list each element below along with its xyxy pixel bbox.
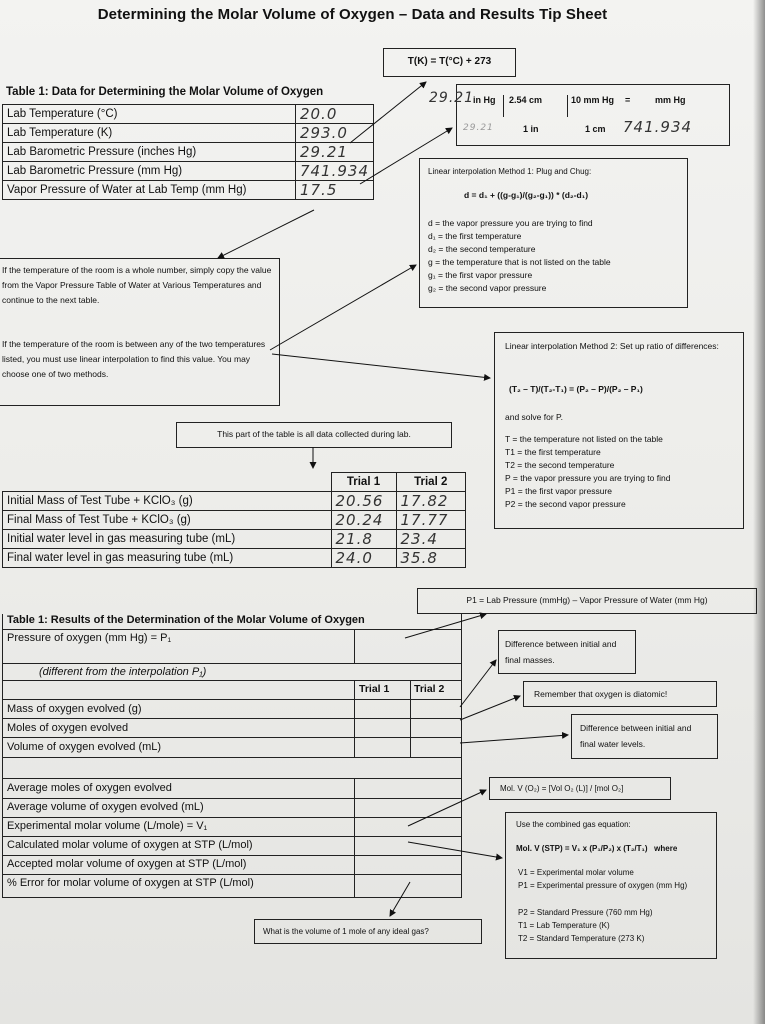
result-row-label: Experimental molar volume (L/mole) = V₁ xyxy=(7,820,208,832)
row-value: 741.934 xyxy=(295,162,373,181)
row-value: 29.21 xyxy=(295,143,373,162)
row-value: 293.0 xyxy=(295,124,373,143)
row-label: Initial water level in gas measuring tube (mL) xyxy=(3,530,332,549)
arrow-combined xyxy=(408,842,502,858)
trial2-value: 17.82 xyxy=(396,492,466,511)
result-row-label: % Error for molar volume of oxygen at STP (L/mol) xyxy=(7,877,254,889)
header-trial2: Trial 2 xyxy=(396,473,466,492)
combined-formula: Mol. V (STP) = V₁ x (P₁/P₂) x (T₂/T₁) where xyxy=(516,844,678,853)
result-row-label: Accepted molar volume of oxygen at STP (L/mol) xyxy=(7,858,247,870)
results-trial1-header: Trial 1 xyxy=(359,683,390,695)
row-label: Initial Mass of Test Tube + KClO₃ (g) xyxy=(3,492,332,511)
method1-def: g₂ = the second vapor pressure xyxy=(428,283,547,293)
row-label: Lab Temperature (°C) xyxy=(3,105,296,124)
water-diff-note: Difference between initial and final water levels. xyxy=(580,723,692,749)
arrow-water-diff xyxy=(460,735,568,743)
row-label: Vapor Pressure of Water at Lab Temp (mm Hg) xyxy=(3,181,296,200)
method2-title: Linear interpolation Method 2: Set up ratio of differences: xyxy=(505,341,719,351)
cm-numerator: 2.54 cm xyxy=(509,95,543,105)
in-denominator: 1 in xyxy=(523,124,539,134)
kelvin-formula: T(K) = T(°C) + 273 xyxy=(407,56,492,67)
page-title: Determining the Molar Volume of Oxygen – Data and Results Tip Sheet xyxy=(97,6,608,23)
arrow-molv xyxy=(408,790,486,826)
trial1-value: 20.56 xyxy=(331,492,396,511)
method2-formula: (T₂ – T)/(T₂-T₁) = (P₂ – P)/(P₂ – P₁) xyxy=(509,384,643,394)
trial2-value: 35.8 xyxy=(396,549,466,568)
result-row-label: Calculated molar volume of oxygen at STP (L/mol) xyxy=(7,839,253,851)
arrow-ideal-gas xyxy=(390,882,410,916)
combined-def: T2 = Standard Temperature (273 K) xyxy=(518,934,645,943)
method2-def: T = the temperature not listed on the table xyxy=(505,434,663,444)
result-row-label: Average volume of oxygen evolved (mL) xyxy=(7,801,204,813)
method1-def: d₁ = the first temperature xyxy=(428,231,522,241)
result-row-label: Volume of oxygen evolved (mL) xyxy=(7,741,162,753)
cm-denominator: 1 cm xyxy=(585,124,606,134)
combined-def: P1 = Experimental pressure of oxygen (mm Hg) xyxy=(518,881,688,890)
trial2-value: 17.77 xyxy=(396,511,466,530)
row-value: 17.5 xyxy=(295,181,373,200)
header-trial1: Trial 1 xyxy=(331,473,396,492)
arrow-p1 xyxy=(405,614,486,638)
row-label: Lab Barometric Pressure (inches Hg) xyxy=(3,143,296,162)
p1-note: P1 = Lab Pressure (mmHg) – Vapor Pressure of Water (mm Hg) xyxy=(466,595,708,605)
arrow-mass-diff xyxy=(460,660,496,707)
handwritten-inhg: 29.21 xyxy=(429,90,475,106)
method2-def: T1 = the first temperature xyxy=(505,447,601,457)
result-row-label: Moles of oxygen evolved xyxy=(7,722,129,734)
method1-def: g = the temperature that is not listed on the table xyxy=(428,257,611,267)
arrow-method2 xyxy=(272,354,490,378)
results-title: Table 1: Results of the Determination of the Molar Volume of Oxygen xyxy=(7,614,365,626)
row-label: Final water level in gas measuring tube (mL) xyxy=(3,549,332,568)
room-note-whole: If the temperature of the room is a whole number, simply copy the value from the Vapor Pressure Table of Water at Various Temperatures and continue to the next table. xyxy=(2,265,272,305)
method2-def: P = the vapor pressure you are trying to find xyxy=(505,473,671,483)
room-note-between: If the temperature of the room is between any of the two temperatures listed, you must use linear interpolation to find this value. You may choose one of two methods. xyxy=(2,339,266,379)
method1-def: d = the vapor pressure you are trying to find xyxy=(428,218,593,228)
result-row-label: Average moles of oxygen evolved xyxy=(7,782,172,794)
mmhg-numerator: 10 mm Hg xyxy=(571,95,615,105)
combined-def: P2 = Standard Pressure (760 mm Hg) xyxy=(518,908,653,917)
method2-solve: and solve for P. xyxy=(505,412,563,422)
in-hg-label: in Hg xyxy=(473,95,496,105)
method2-def: P1 = the first vapor pressure xyxy=(505,486,613,496)
interp-note: (different from the interpolation P₁) xyxy=(39,666,207,678)
combined-def: V1 = Experimental molar volume xyxy=(518,868,634,877)
equals-sign: = xyxy=(625,95,631,105)
trial1-value: 20.24 xyxy=(331,511,396,530)
method1-def: g₁ = the first vapor pressure xyxy=(428,270,533,280)
mass-diff-note: Difference between initial and final masses. xyxy=(505,639,617,665)
row-label: Lab Barometric Pressure (mm Hg) xyxy=(3,162,296,181)
arrow-conversion xyxy=(360,128,452,184)
diatomic-note: Remember that oxygen is diatomic! xyxy=(534,689,668,699)
arrow-kelvin xyxy=(350,82,426,143)
trial1-value: 21.8 xyxy=(331,530,396,549)
lab-data-note: This part of the table is all data collected during lab. xyxy=(217,429,411,439)
mmhg-unit: mm Hg xyxy=(655,95,686,105)
row-label: Final Mass of Test Tube + KClO₃ (g) xyxy=(3,511,332,530)
arrow-vapor-note xyxy=(218,210,314,258)
method2-def: P2 = the second vapor pressure xyxy=(505,499,626,509)
molv-note: Mol. V (O₂) = [Vol O₂ (L)] / [mol O₂] xyxy=(500,784,624,793)
row-label: Lab Temperature (K) xyxy=(3,124,296,143)
result-row-label: Mass of oxygen evolved (g) xyxy=(7,703,142,715)
method1-def: d₂ = the second temperature xyxy=(428,244,536,254)
arrow-method1 xyxy=(270,265,416,350)
arrow-diatomic xyxy=(460,696,520,720)
results-trial2-header: Trial 2 xyxy=(414,683,445,695)
trial1-value: 24.0 xyxy=(331,549,396,568)
method2-def: T2 = the second temperature xyxy=(505,460,615,470)
pressure-label: Pressure of oxygen (mm Hg) = P₁ xyxy=(7,632,172,644)
method1-formula: d = d₁ + ((g-g₁)/(g₂-g₁)) * (d₂-d₁) xyxy=(464,190,589,200)
combined-title: Use the combined gas equation: xyxy=(516,820,631,829)
table1-title: Table 1: Data for Determining the Molar Volume of Oxygen xyxy=(6,86,324,98)
trial2-value: 23.4 xyxy=(396,530,466,549)
handwritten-mmhg-result: 741.934 xyxy=(623,118,693,136)
ideal-gas-note: What is the volume of 1 mole of any ideal gas? xyxy=(263,927,429,936)
method1-title: Linear interpolation Method 1: Plug and Chug: xyxy=(428,167,592,176)
combined-def: T1 = Lab Temperature (K) xyxy=(518,921,610,930)
row-value: 20.0 xyxy=(295,105,373,124)
handwritten-inhg-faint: 29.21 xyxy=(463,123,494,133)
